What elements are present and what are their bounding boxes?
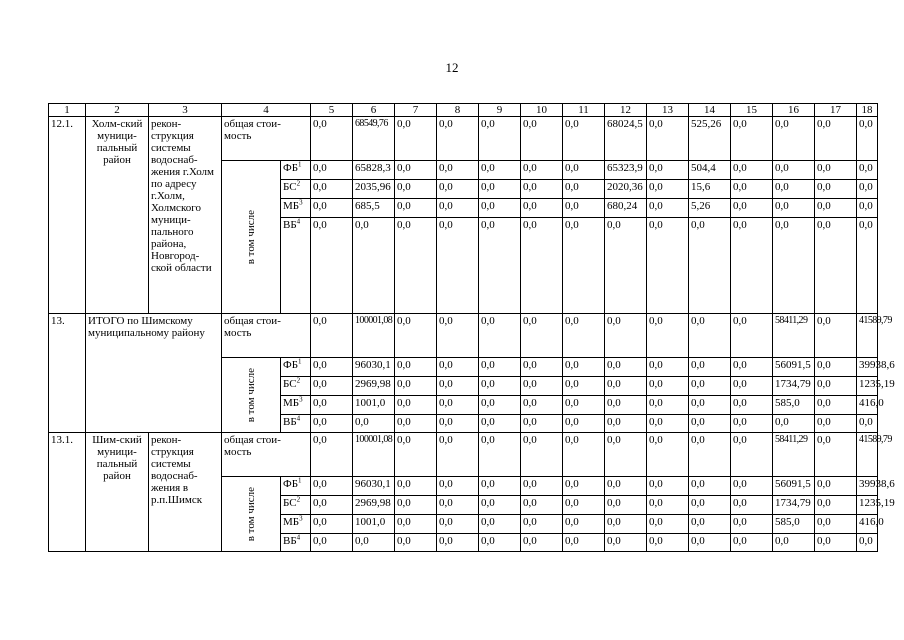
value-cell: 0,0: [773, 117, 815, 161]
value-cell: 0,0: [479, 117, 521, 161]
value-cell: 0,0: [479, 515, 521, 534]
funding-source: [281, 218, 311, 314]
value-cell: 2969,98: [353, 496, 395, 515]
value-cell: 0,0: [563, 161, 605, 180]
value-cell: 0,0: [395, 433, 437, 477]
funding-source: [281, 534, 311, 552]
in-total-label: в том числе: [245, 209, 257, 265]
value-cell: 0,0: [437, 161, 479, 180]
footnote-mark: 2: [296, 376, 301, 385]
value-cell: 0,0: [563, 515, 605, 534]
value-cell: 0,0: [395, 496, 437, 515]
header-cell: 13: [647, 104, 689, 117]
value-cell: 0,0: [605, 218, 647, 314]
value-cell: 0,0: [647, 396, 689, 415]
value-cell: 0,0: [563, 477, 605, 496]
value-cell: 0,0: [647, 180, 689, 199]
budget-table: [48, 103, 895, 552]
funding-source-code: МБ: [283, 200, 300, 212]
value-cell: 0,0: [521, 477, 563, 496]
value-cell: 0,0: [857, 161, 878, 180]
header-row: [49, 104, 878, 117]
value-cell: 0,0: [479, 415, 521, 433]
district-name: ИТОГО по Шимскому муниципальному району: [86, 314, 222, 433]
value-cell: 0,0: [773, 218, 815, 314]
header-cell: 18: [857, 104, 878, 117]
value-cell: 0,0: [731, 534, 773, 552]
value-cell: 100001,08: [353, 314, 395, 358]
value-cell: 0,0: [731, 377, 773, 396]
section-total-row: [49, 433, 878, 477]
value-cell: 0,0: [689, 534, 731, 552]
section-total-row: [49, 314, 878, 358]
value-cell: 0,0: [437, 218, 479, 314]
value-cell: 0,0: [815, 477, 857, 496]
value-cell: 58411,29: [773, 433, 815, 477]
value-cell: 0,0: [647, 415, 689, 433]
value-cell: 0,0: [731, 433, 773, 477]
value-cell: 0,0: [311, 180, 353, 199]
value-cell: 0,0: [605, 377, 647, 396]
value-cell: 0,0: [479, 218, 521, 314]
funding-source-code: ФБ: [283, 162, 299, 174]
footnote-mark: 3: [299, 514, 303, 523]
value-cell: 0,0: [479, 199, 521, 218]
value-cell: 0,0: [731, 358, 773, 377]
value-cell: 0,0: [605, 515, 647, 534]
value-cell: 0,0: [521, 117, 563, 161]
value-cell: 525,26: [689, 117, 731, 161]
value-cell: 0,0: [689, 396, 731, 415]
value-cell: 0,0: [395, 415, 437, 433]
value-cell: 0,0: [311, 161, 353, 180]
value-cell: 0,0: [521, 377, 563, 396]
value-cell: 0,0: [857, 415, 878, 433]
header-cell: 10: [521, 104, 563, 117]
district-name: Шим-ский муници-пальный район: [86, 433, 149, 552]
value-cell: 96030,1: [353, 477, 395, 496]
value-cell: 0,0: [647, 161, 689, 180]
footnote-mark: 1: [298, 160, 302, 169]
value-cell: 96030,1: [353, 358, 395, 377]
value-cell: 0,0: [395, 477, 437, 496]
value-cell: 0,0: [815, 358, 857, 377]
funding-source-code: ВБ: [283, 535, 297, 547]
value-cell: 0,0: [815, 496, 857, 515]
footnote-mark: 4: [296, 533, 301, 542]
value-cell: 0,0: [395, 515, 437, 534]
value-cell: 0,0: [815, 117, 857, 161]
value-cell: 0,0: [521, 396, 563, 415]
value-cell: 2035,96: [353, 180, 395, 199]
funding-source: [281, 477, 311, 496]
value-cell: 0,0: [563, 218, 605, 314]
value-cell: 0,0: [311, 314, 353, 358]
value-cell: 0,0: [563, 396, 605, 415]
row-number: 13.: [49, 314, 86, 433]
value-cell: 0,0: [605, 314, 647, 358]
in-total-label-cell: [222, 358, 281, 433]
value-cell: 0,0: [815, 415, 857, 433]
footnote-mark: 3: [299, 198, 303, 207]
value-cell: 56091,5: [773, 477, 815, 496]
value-cell: 0,0: [479, 314, 521, 358]
value-cell: 685,5: [353, 199, 395, 218]
funding-source-code: ВБ: [283, 416, 297, 428]
value-cell: 0,0: [395, 117, 437, 161]
value-cell: 0,0: [311, 218, 353, 314]
footnote-mark: 4: [296, 217, 301, 226]
value-cell: 0,0: [521, 415, 563, 433]
value-cell: 0,0: [857, 218, 878, 314]
value-cell: 0,0: [731, 477, 773, 496]
value-cell: 0,0: [437, 377, 479, 396]
funding-source-code: БС: [283, 497, 297, 509]
value-cell: 0,0: [311, 496, 353, 515]
value-cell: 0,0: [521, 161, 563, 180]
value-cell: 0,0: [521, 433, 563, 477]
value-cell: 0,0: [521, 534, 563, 552]
value-cell: 0,0: [563, 377, 605, 396]
value-cell: 41589,79: [857, 314, 878, 358]
header-cell: 9: [479, 104, 521, 117]
funding-source-code: ФБ: [283, 478, 299, 490]
value-cell: 0,0: [437, 433, 479, 477]
value-cell: 58411,29: [773, 314, 815, 358]
value-cell: 0,0: [353, 218, 395, 314]
value-cell: 0,0: [563, 180, 605, 199]
total-cost-label: общая стои-мость: [222, 117, 311, 161]
value-cell: 0,0: [563, 534, 605, 552]
value-cell: 0,0: [731, 415, 773, 433]
value-cell: 0,0: [479, 396, 521, 415]
footnote-mark: 1: [298, 357, 302, 366]
value-cell: 0,0: [857, 180, 878, 199]
value-cell: 0,0: [689, 477, 731, 496]
value-cell: 0,0: [689, 415, 731, 433]
value-cell: 0,0: [521, 180, 563, 199]
value-cell: 0,0: [311, 377, 353, 396]
footnote-mark: 4: [296, 414, 301, 423]
value-cell: 0,0: [689, 314, 731, 358]
value-cell: 0,0: [311, 396, 353, 415]
value-cell: 0,0: [479, 180, 521, 199]
in-total-label: в том числе: [245, 486, 257, 542]
value-cell: 0,0: [605, 358, 647, 377]
header-cell: 16: [773, 104, 815, 117]
value-cell: 0,0: [647, 377, 689, 396]
value-cell: 585,0: [773, 396, 815, 415]
value-cell: 0,0: [647, 496, 689, 515]
value-cell: 0,0: [647, 314, 689, 358]
footnote-mark: 2: [296, 179, 301, 188]
value-cell: 0,0: [437, 496, 479, 515]
header-cell: 15: [731, 104, 773, 117]
value-cell: 0,0: [437, 415, 479, 433]
value-cell: 0,0: [815, 396, 857, 415]
value-cell: 2020,36: [605, 180, 647, 199]
row-number: 12.1.: [49, 117, 86, 314]
funding-source-code: ФБ: [283, 359, 299, 371]
value-cell: 0,0: [563, 117, 605, 161]
value-cell: 0,0: [815, 515, 857, 534]
value-cell: 0,0: [395, 180, 437, 199]
value-cell: 0,0: [479, 358, 521, 377]
footnote-mark: 3: [299, 395, 303, 404]
value-cell: 0,0: [773, 180, 815, 199]
value-cell: 0,0: [563, 358, 605, 377]
in-total-label-cell: [222, 161, 281, 314]
header-cell: 7: [395, 104, 437, 117]
value-cell: 0,0: [479, 377, 521, 396]
value-cell: 0,0: [311, 199, 353, 218]
value-cell: 1734,79: [773, 496, 815, 515]
value-cell: 0,0: [689, 496, 731, 515]
value-cell: 416,0: [857, 515, 878, 534]
value-cell: 0,0: [437, 396, 479, 415]
value-cell: 0,0: [773, 534, 815, 552]
value-cell: 68549,76: [353, 117, 395, 161]
header-cell: 12: [605, 104, 647, 117]
value-cell: 0,0: [395, 218, 437, 314]
value-cell: 0,0: [647, 199, 689, 218]
value-cell: 0,0: [857, 117, 878, 161]
value-cell: 0,0: [395, 396, 437, 415]
header-cell: 8: [437, 104, 479, 117]
value-cell: 0,0: [605, 415, 647, 433]
funding-source: [281, 396, 311, 415]
value-cell: 0,0: [479, 534, 521, 552]
value-cell: 0,0: [731, 314, 773, 358]
value-cell: 0,0: [311, 534, 353, 552]
value-cell: 0,0: [521, 515, 563, 534]
funding-source: [281, 358, 311, 377]
funding-source: [281, 180, 311, 199]
value-cell: 0,0: [395, 377, 437, 396]
value-cell: 39938,6: [857, 477, 878, 496]
funding-source: [281, 161, 311, 180]
value-cell: 0,0: [857, 199, 878, 218]
value-cell: 0,0: [353, 534, 395, 552]
value-cell: 0,0: [815, 314, 857, 358]
value-cell: 0,0: [731, 218, 773, 314]
value-cell: 0,0: [731, 180, 773, 199]
value-cell: 0,0: [437, 314, 479, 358]
value-cell: 0,0: [773, 161, 815, 180]
value-cell: 0,0: [395, 199, 437, 218]
work-description: рекон-струкция системы водоснаб-жения в р.п.Шимск: [149, 433, 222, 552]
value-cell: 68024,5: [605, 117, 647, 161]
header-cell: 11: [563, 104, 605, 117]
value-cell: 0,0: [647, 477, 689, 496]
value-cell: 0,0: [773, 415, 815, 433]
work-description: рекон-струкция системы водоснаб-жения г.Холм по адресу г.Холм, Холмского муници-пального района, Новгород-ской области: [149, 117, 222, 314]
value-cell: 0,0: [647, 218, 689, 314]
value-cell: 1001,0: [353, 515, 395, 534]
value-cell: 0,0: [311, 433, 353, 477]
value-cell: 0,0: [437, 358, 479, 377]
value-cell: 416,0: [857, 396, 878, 415]
page-number: 12: [445, 60, 459, 75]
value-cell: 0,0: [647, 534, 689, 552]
value-cell: 680,24: [605, 199, 647, 218]
value-cell: 0,0: [647, 117, 689, 161]
value-cell: 0,0: [395, 534, 437, 552]
value-cell: 0,0: [521, 358, 563, 377]
funding-source: [281, 415, 311, 433]
header-cell: 4: [222, 104, 311, 117]
funding-source: [281, 515, 311, 534]
value-cell: 0,0: [311, 358, 353, 377]
value-cell: 0,0: [689, 218, 731, 314]
footnote-mark: 2: [296, 495, 301, 504]
value-cell: 41589,79: [857, 433, 878, 477]
value-cell: 1001,0: [353, 396, 395, 415]
header-cell: 3: [149, 104, 222, 117]
value-cell: 585,0: [773, 515, 815, 534]
section-total-row: [49, 117, 878, 161]
value-cell: 0,0: [731, 199, 773, 218]
value-cell: 0,0: [815, 199, 857, 218]
funding-source-code: ВБ: [283, 219, 297, 231]
value-cell: 504,4: [689, 161, 731, 180]
row-number: 13.1.: [49, 433, 86, 552]
total-cost-label: общая стои-мость: [222, 314, 311, 358]
value-cell: 0,0: [857, 534, 878, 552]
value-cell: 0,0: [353, 415, 395, 433]
value-cell: 0,0: [437, 477, 479, 496]
header-cell: 17: [815, 104, 857, 117]
header-cell: 1: [49, 104, 86, 117]
value-cell: 0,0: [815, 534, 857, 552]
value-cell: 0,0: [479, 477, 521, 496]
value-cell: 0,0: [689, 515, 731, 534]
header-cell: 5: [311, 104, 353, 117]
value-cell: 1235,19: [857, 377, 878, 396]
value-cell: 0,0: [479, 433, 521, 477]
value-cell: 0,0: [815, 218, 857, 314]
funding-source: [281, 496, 311, 515]
value-cell: 0,0: [563, 433, 605, 477]
value-cell: 0,0: [563, 415, 605, 433]
value-cell: 2969,98: [353, 377, 395, 396]
value-cell: 0,0: [689, 433, 731, 477]
value-cell: 0,0: [395, 314, 437, 358]
total-cost-label: общая стои-мость: [222, 433, 311, 477]
value-cell: 0,0: [815, 377, 857, 396]
value-cell: 0,0: [311, 477, 353, 496]
value-cell: 0,0: [479, 496, 521, 515]
value-cell: 0,0: [521, 314, 563, 358]
value-cell: 0,0: [815, 161, 857, 180]
value-cell: 0,0: [605, 496, 647, 515]
district-name: Холм-ский муници-пальный район: [86, 117, 149, 314]
value-cell: 0,0: [689, 358, 731, 377]
value-cell: 5,26: [689, 199, 731, 218]
value-cell: 0,0: [521, 199, 563, 218]
value-cell: 0,0: [647, 433, 689, 477]
in-total-label: в том числе: [245, 367, 257, 423]
value-cell: 0,0: [311, 415, 353, 433]
value-cell: 0,0: [647, 358, 689, 377]
value-cell: 0,0: [815, 433, 857, 477]
funding-source: [281, 199, 311, 218]
value-cell: 0,0: [437, 117, 479, 161]
value-cell: 0,0: [605, 396, 647, 415]
value-cell: 0,0: [563, 314, 605, 358]
value-cell: 0,0: [815, 180, 857, 199]
value-cell: 0,0: [437, 180, 479, 199]
funding-source-code: БС: [283, 181, 297, 193]
header-cell: 6: [353, 104, 395, 117]
value-cell: 0,0: [395, 358, 437, 377]
value-cell: 0,0: [731, 496, 773, 515]
value-cell: 0,0: [605, 534, 647, 552]
value-cell: 1235,19: [857, 496, 878, 515]
value-cell: 0,0: [521, 218, 563, 314]
value-cell: 0,0: [689, 377, 731, 396]
value-cell: 0,0: [521, 496, 563, 515]
value-cell: 0,0: [731, 117, 773, 161]
value-cell: 0,0: [563, 496, 605, 515]
value-cell: 0,0: [731, 396, 773, 415]
value-cell: 56091,5: [773, 358, 815, 377]
value-cell: 0,0: [395, 161, 437, 180]
value-cell: 0,0: [437, 199, 479, 218]
funding-source: [281, 377, 311, 396]
value-cell: 0,0: [479, 161, 521, 180]
funding-source-code: МБ: [283, 516, 300, 528]
value-cell: 0,0: [437, 515, 479, 534]
value-cell: 0,0: [731, 161, 773, 180]
value-cell: 65323,9: [605, 161, 647, 180]
in-total-label-cell: [222, 477, 281, 552]
value-cell: 0,0: [605, 433, 647, 477]
value-cell: 0,0: [563, 199, 605, 218]
value-cell: 0,0: [647, 515, 689, 534]
value-cell: 0,0: [731, 515, 773, 534]
value-cell: 15,6: [689, 180, 731, 199]
value-cell: 1734,79: [773, 377, 815, 396]
header-cell: 14: [689, 104, 731, 117]
footnote-mark: 1: [298, 476, 302, 485]
value-cell: 39938,6: [857, 358, 878, 377]
header-cell: 2: [86, 104, 149, 117]
value-cell: 65828,3: [353, 161, 395, 180]
value-cell: 0,0: [437, 534, 479, 552]
funding-source-code: БС: [283, 378, 297, 390]
value-cell: 100001,08: [353, 433, 395, 477]
value-cell: 0,0: [605, 477, 647, 496]
value-cell: 0,0: [311, 117, 353, 161]
value-cell: 0,0: [773, 199, 815, 218]
value-cell: 0,0: [311, 515, 353, 534]
funding-source-code: МБ: [283, 397, 300, 409]
